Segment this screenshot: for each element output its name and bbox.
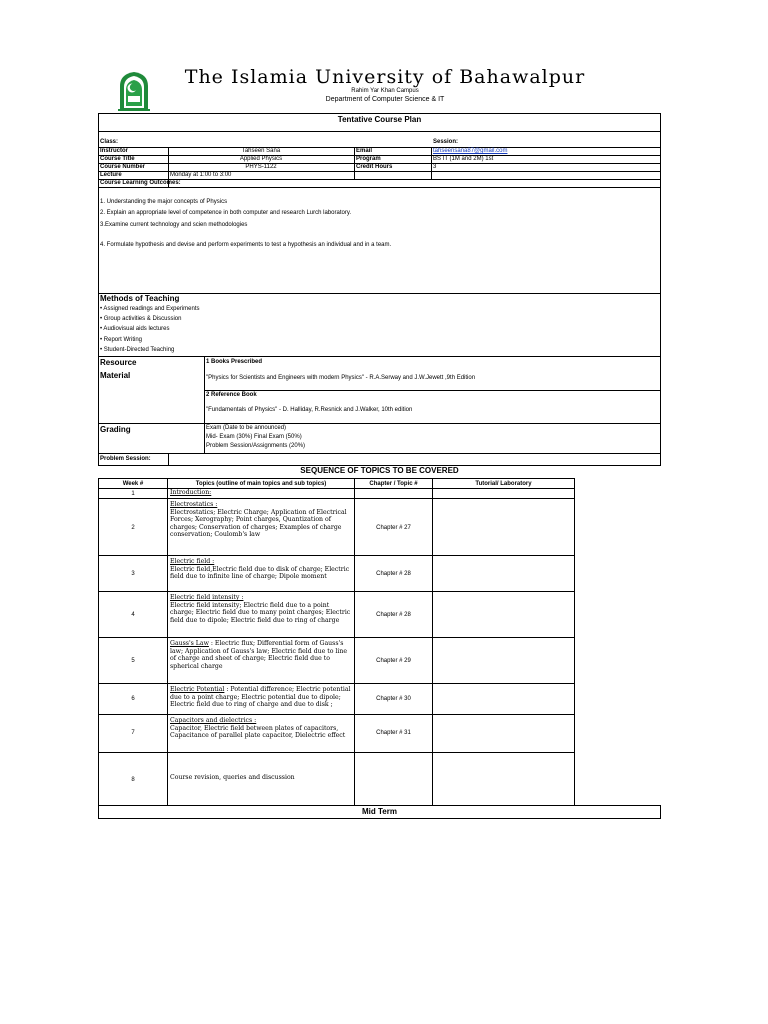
lecture-label: Lecture [100,172,122,178]
tutorial-cell [432,555,575,592]
reference-book-value: "Fundamentals of Physics" - D. Halliday, R.Resnick and J.Walker, 10th edition [206,407,413,413]
week-number: 4 [98,591,168,638]
grading-item: Problem Session/Assignments (20%) [206,443,306,449]
campus-name: Rahim Yar Khan Campus [351,88,419,94]
week-number: 8 [98,752,168,806]
instructor-label: Instructor [100,148,129,154]
topic-body: : Electric flux; Differential form of Gauss's law; Application of Gauss's law; Electric field due to line of charge and sheet of charge; Electric field due to spherical charge [170,640,347,670]
mid-term-row: Mid Term [98,805,661,819]
week-number: 2 [98,498,168,556]
course-title-label: Course Title [100,156,135,162]
outcomes-label: Course Learning Outcomes: [100,180,181,186]
outcome-item: 4. Formulate hypothesis and devise and perform experiments to test a hypothesis an individual and in a team. [100,242,392,248]
topic-body: Electric field,Electric field due to disk of charge; Electric field due to infinite line of charge; Dipole moment [170,565,350,581]
grading-heading: Grading [100,425,131,434]
method-item: • Assigned readings and Experiments [100,306,200,312]
reference-book-label: 2 Reference Book [206,392,257,398]
week-number: 1 [98,488,168,499]
topic-heading: Electrostatics : [170,501,218,508]
chapter-cell: Chapter # 28 [354,555,433,592]
course-number-label: Course Number [100,164,146,170]
topic-body: Electrostatics; Electric Charge; Application of Electrical Forces; Xerography; Point charges, Quantization of charges; Conservation of charges; Examples of charge conservation; Coulomb's law [170,508,347,539]
credit-hours-label: Credit Hours [356,164,393,170]
tutorial-cell [432,498,575,556]
program-value: BS IT (1M and 2M) 1st [433,156,494,162]
topic-heading: Electric Potential [170,686,225,693]
material-heading: Material [100,371,131,380]
topic-heading: Electric field intensity : [170,594,244,601]
method-item: • Report Writing [100,337,143,343]
topic-heading: Introduction: [170,489,212,496]
university-logo [112,68,156,112]
program-label: Program [356,156,381,162]
week-topics [167,555,355,592]
header-tutorial: Tutorial/ Laboratory [432,478,575,489]
method-item: • Group activities & Discussion [100,316,182,322]
topic-heading: Electric field : [170,558,215,565]
problem-session-label: Problem Session: [100,456,151,462]
week-number: 6 [98,683,168,715]
tutorial-cell [432,683,575,715]
credit-hours-value: 3 [433,164,437,170]
chapter-cell: Chapter # 29 [354,637,433,684]
email-label: Email [356,148,373,154]
grading-item: Mid- Exam (30%) Final Exam (50%) [206,434,302,440]
week-topics [167,498,355,556]
topic-heading: Gauss's Law [170,640,209,647]
tutorial-cell [432,637,575,684]
week-topics [167,591,355,638]
lecture-value: Monday at 1:00 to 3:00 [170,172,232,178]
instructor-value: Tahseen Sana [241,148,281,154]
email-link[interactable]: tahseensana87@gmail.com [433,148,508,154]
outcome-item: 2. Explain an appropriate level of competence in both computer and research Lurch laboratory. [100,210,352,216]
method-item: • Audiovisual aids lectures [100,326,170,332]
session-label: Session: [433,139,459,145]
sequence-title: SEQUENCE OF TOPICS TO BE COVERED [300,466,459,475]
outcome-item: 1. Understanding the major concepts of Physics [100,199,228,205]
header-week: Week # [98,478,168,489]
books-prescribed-label: 1 Books Prescribed [206,359,263,365]
week-number: 3 [98,555,168,592]
week-number: 5 [98,637,168,684]
header-chapter: Chapter / Topic # [354,478,433,489]
week-number: 7 [98,714,168,753]
course-title-value: Applied Physics [239,156,283,162]
topic-body: : Potential difference; Electric potential due to a point charge; Electric potential due to dipole; Electric field due to ring of charge and due to disk ; [170,686,351,709]
method-item: • Student-Directed Teaching [100,347,175,353]
plan-title: Tentative Course Plan [337,115,422,124]
chapter-cell: Chapter # 27 [354,498,433,556]
chapter-cell: Chapter # 30 [354,683,433,715]
tutorial-cell [432,714,575,753]
class-label: Class: [100,139,119,145]
topic-heading: Capacitors and dielectrics : [170,717,257,724]
week-topics [167,714,355,753]
topic-body: Course revision, queries and discussion [170,774,295,781]
outcome-item: 3.Examine current technology and scien methodologies [100,222,248,228]
methods-heading: Methods of Teaching [100,294,180,303]
chapter-cell: Chapter # 28 [354,591,433,638]
university-name: The Islamia University of Bahawalpur [184,66,586,88]
topic-body: Electric field intensity; Electric field due to a point charge; Electric field due to many point charges; Electric field due to dipole; Electric field due to ring of charge [170,601,351,624]
week-topics [167,637,355,684]
chapter-cell: Chapter # 31 [354,714,433,753]
course-number-value: PHYS-1122 [245,164,277,170]
topic-body: Capacitor, Electric field between plates of capacitors, Capacitance of parallel plate capacitor, Dielectric effect [170,724,346,740]
header-topics: Topics (outline of main topics and sub topics) [167,478,355,489]
tutorial-cell [432,591,575,638]
grading-item: Exam (Date to be announced) [206,425,287,431]
week-topics [167,683,355,715]
department-name: Department of Computer Science & IT [325,96,445,103]
tutorial-cell [432,752,575,806]
books-prescribed-value: "Physics for Scientists and Engineers with modern Physics" - R.A.Serway and J.W.Jewett ,9th Edition [206,375,476,381]
chapter-cell [354,752,433,806]
resource-heading: Resource [100,358,137,367]
week-topics [167,752,355,806]
